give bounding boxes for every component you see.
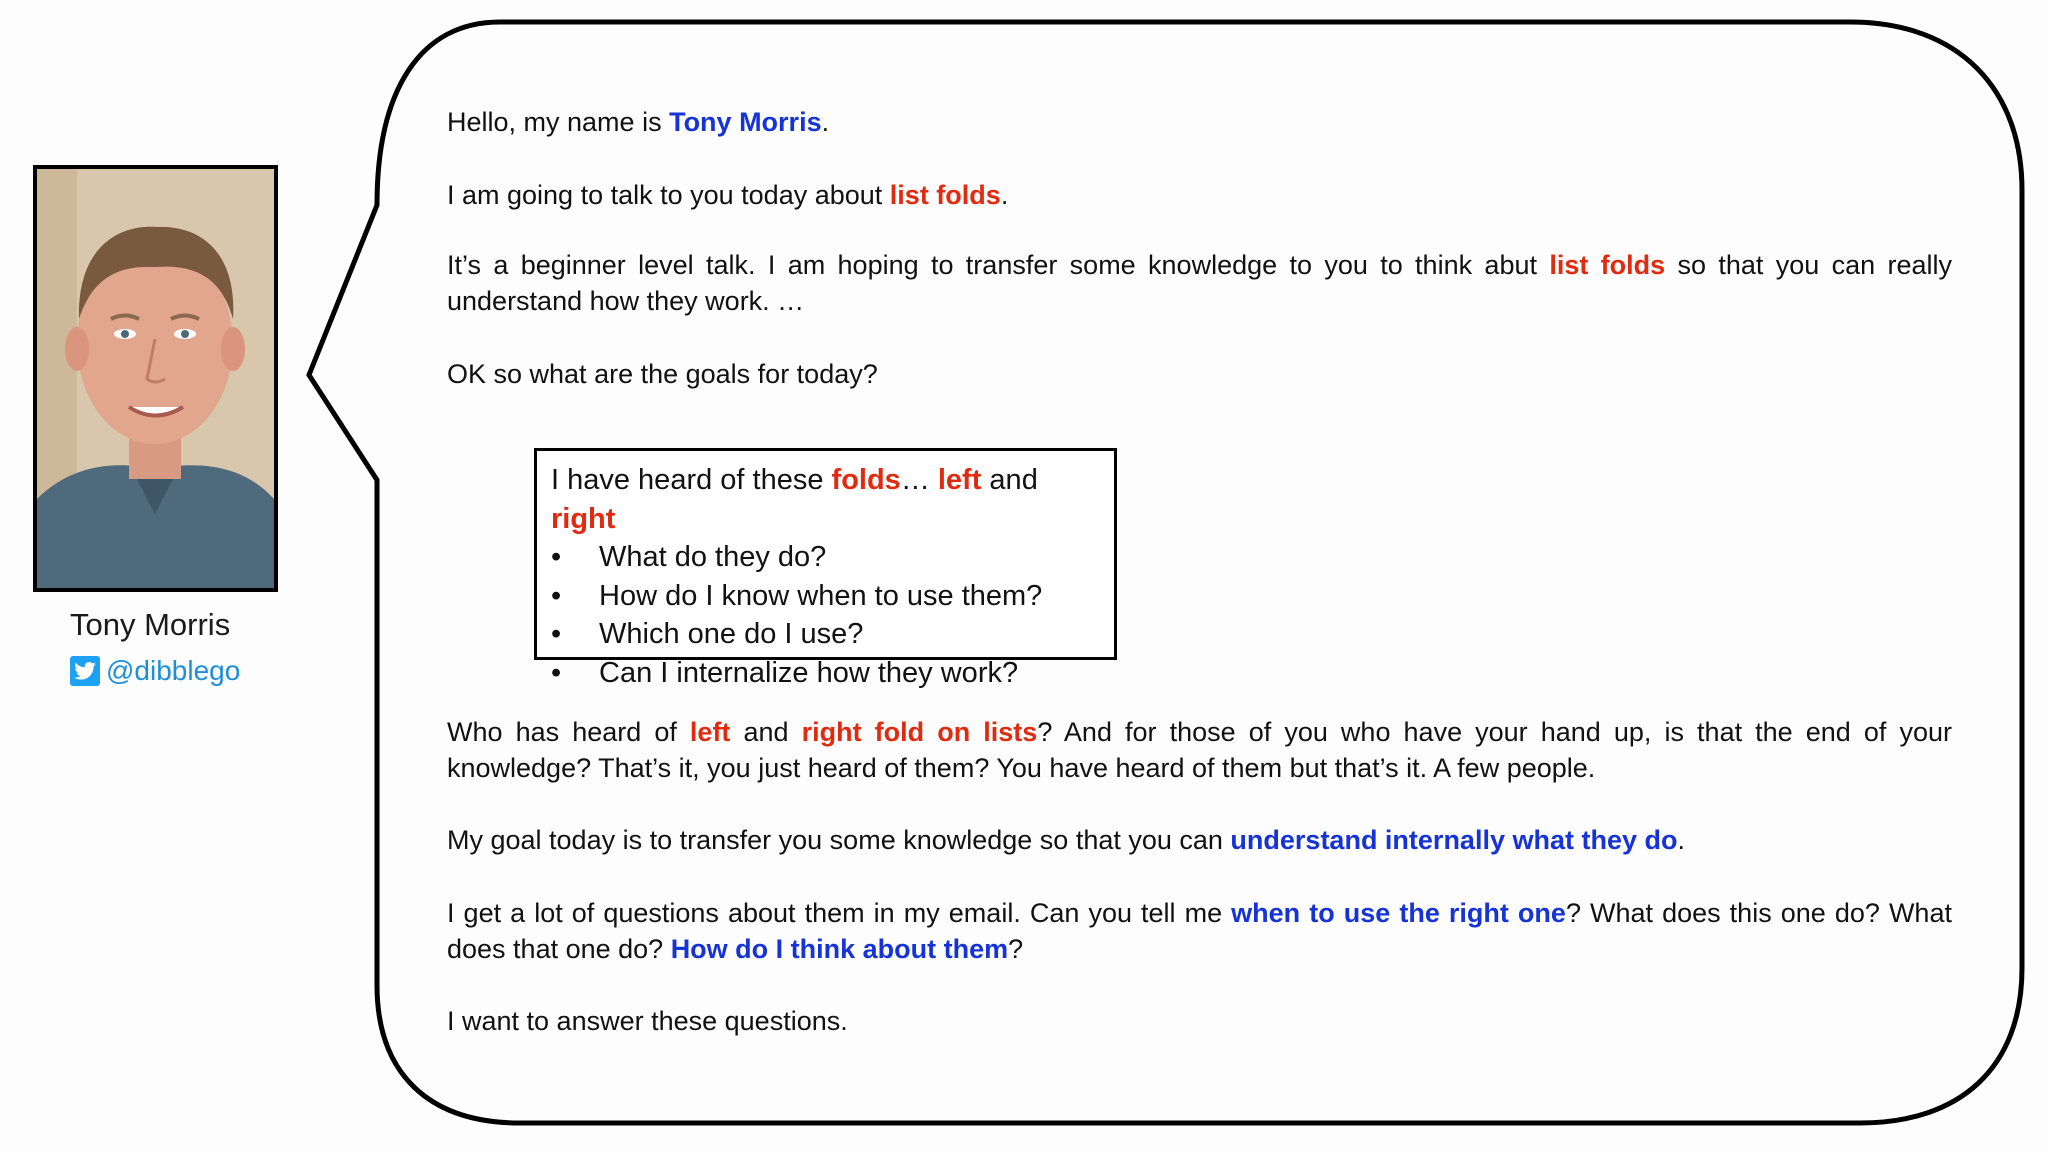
goal-highlight: understand internally what they do <box>1230 825 1678 855</box>
goals-heading <box>551 461 1100 538</box>
text: ? <box>1008 934 1024 964</box>
goals-box <box>534 448 1117 689</box>
topic-highlight: list folds <box>1549 250 1666 280</box>
text: so that you can really understand how they work. … <box>447 250 1952 316</box>
paragraph-level <box>447 247 1952 319</box>
twitter-icon <box>70 656 100 686</box>
paragraph-goal <box>447 822 1952 858</box>
folds-highlight: folds <box>831 464 901 496</box>
paragraph-goals-question: OK so what are the goals for today? <box>447 359 878 389</box>
topic-highlight: list folds <box>889 180 1001 210</box>
text: . <box>821 107 830 137</box>
text: ? And for those of you who have your hand up, is that the end of your knowledge? That’s it, you just heard of them? You have heard of them but that’s it. A few people. <box>447 717 1953 783</box>
text: Who has heard of <box>447 717 690 747</box>
paragraph-who-heard <box>447 714 1952 786</box>
text: It’s a beginner level talk. I am hoping to transfer some knowledge to you to think abut <box>447 250 1550 280</box>
question-highlight: when to use the right one <box>1231 898 1566 928</box>
list-item: • Which one do I use? <box>551 615 1100 654</box>
paragraph-intro <box>447 104 1952 140</box>
text: . <box>1677 825 1685 855</box>
question-highlight: How do I think about them <box>670 934 1009 964</box>
paragraph-questions <box>447 895 1952 967</box>
text: … <box>900 464 938 496</box>
text: ? What does this one do? What does that one do? <box>447 898 1952 964</box>
paragraph-answer: I want to answer these questions. <box>447 1006 848 1036</box>
text: and <box>981 464 1038 496</box>
twitter-handle[interactable]: @dibblego <box>106 655 241 686</box>
text: My goal today is to transfer you some knowledge so that you can <box>447 825 1231 855</box>
speaker-name-highlight: Tony Morris <box>669 107 822 137</box>
left-highlight: left <box>689 717 731 747</box>
speaker-photo <box>33 165 278 592</box>
paragraph-topic <box>447 177 1952 213</box>
list-item: • Can I internalize how they work? <box>551 654 1100 693</box>
text: I am going to talk to you today about <box>447 180 890 210</box>
text: Hello, my name is <box>447 107 670 137</box>
twitter-handle-row[interactable] <box>70 655 240 687</box>
text: and <box>730 717 802 747</box>
list-item: • How do I know when to use them? <box>551 577 1100 616</box>
text: . <box>1000 180 1009 210</box>
text: I get a lot of questions about them in my email. Can you tell me <box>447 898 1232 928</box>
left-highlight: left <box>937 464 982 496</box>
text: I have heard of these <box>551 464 832 496</box>
list-item: • What do they do? <box>551 538 1100 577</box>
right-fold-highlight: right fold on lists <box>801 717 1038 747</box>
goals-list <box>551 538 1100 692</box>
right-highlight: right <box>551 502 616 535</box>
speaker-name: Tony Morris <box>70 607 231 642</box>
